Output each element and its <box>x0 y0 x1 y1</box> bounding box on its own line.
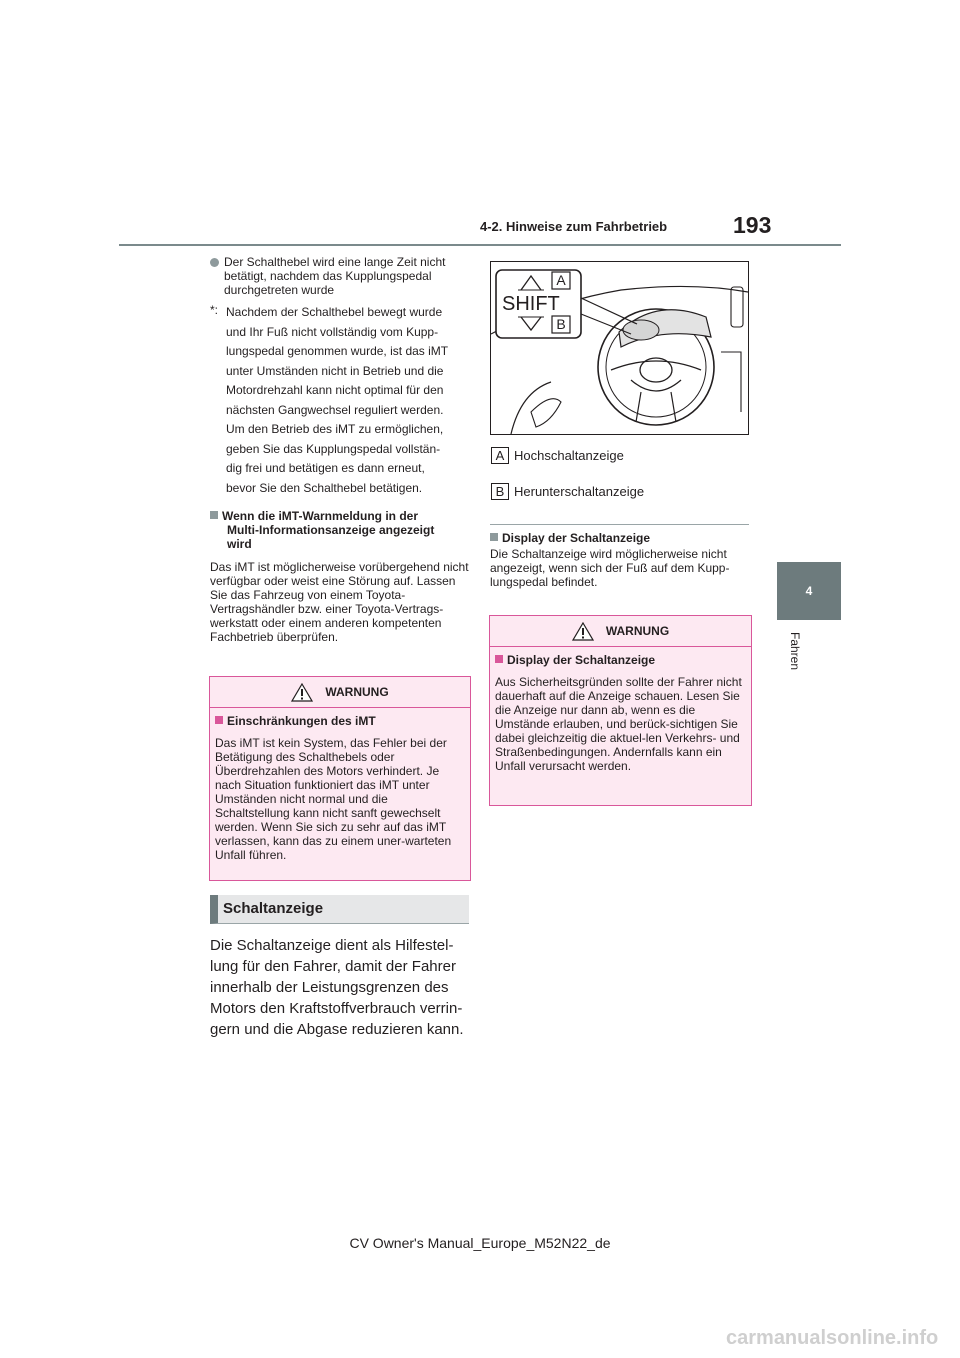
warning-header <box>210 677 470 708</box>
label-downshift-text: Herunterschaltanzeige <box>514 484 645 499</box>
square-bullet-icon <box>210 511 218 519</box>
heading-line: wird <box>227 537 252 551</box>
warning-title: WARNUNG <box>605 624 670 638</box>
warning-text: Aus Sicherheitsgründen sollte der Fahrer nicht dauerhaft auf die Anzeige schauen. Lesen Sie die Anzeige nur dann ab, wenn es die Umstände erlauben, und berück-sichtigen Sie dabei gleichzeitig die aktuel-len Verkehrs- und Straßenbedingungen. Andernfalls kann ein Unfall verursacht werden. <box>495 675 742 773</box>
heading-line: Wenn die iMT-Warnmeldung in der <box>222 509 419 523</box>
warning-triangle-icon <box>291 683 313 702</box>
square-bullet-icon <box>490 533 498 541</box>
warning-subtitle-text: Einschränkungen des iMT <box>227 714 376 728</box>
imt-warning-heading <box>210 509 472 551</box>
footnote-line: und Ihr Fuß nicht vollständig vom Kupp- <box>226 324 439 339</box>
bullet-text: Der Schalthebel wird eine lange Zeit nicht betätigt, nachdem das Kupplungspedal durchgetreten wurde <box>224 255 446 297</box>
dashboard-illustration <box>490 261 749 435</box>
footnote-line: Nachdem der Schalthebel bewegt wurde <box>226 305 443 319</box>
chapter-label <box>788 632 804 678</box>
square-bullet-icon <box>215 716 223 724</box>
page-number: 193 <box>733 212 772 238</box>
chapter-label-text: Fahren <box>788 632 802 671</box>
warning-header <box>490 616 751 647</box>
warning-box-display <box>489 615 752 806</box>
warning-triangle-icon <box>572 622 594 641</box>
footnote-line: dig frei und betätigen es dann erneut, <box>226 461 425 475</box>
divider <box>490 524 749 525</box>
section-title: 4-2. Hinweise zum Fahrbetrieb <box>480 219 668 234</box>
section-heading: Schaltanzeige <box>210 895 469 924</box>
footnote-line: unter Umständen nicht in Betrieb und die <box>226 363 444 378</box>
warning-title: WARNUNG <box>325 685 389 699</box>
shift-text: SHIFT <box>502 293 560 315</box>
footnote-line: Motordrehzahl kann nicht optimal für den <box>226 383 444 397</box>
watermark: carmanualsonline.info <box>726 1327 939 1349</box>
section-paragraph: Die Schaltanzeige dient als Hilfestel-lung für den Fahrer, damit der Fahrer innerhalb der Leistungsgrenzen des Motors den Kraftstoffverbrauch verrin-gern und die Abgase reduzieren kann. <box>210 937 464 1038</box>
warning-subtitle-text: Display der Schaltanzeige <box>507 653 656 667</box>
footnote-line: geben Sie das Kupplungspedal vollstän- <box>226 441 441 456</box>
illus-letter-a: A <box>556 272 566 288</box>
square-bullet-icon <box>495 655 503 663</box>
label-upshift-text: Hochschaltanzeige <box>514 448 624 463</box>
chapter-tab <box>777 562 841 620</box>
display-paragraph: Die Schaltanzeige wird möglicherweise nicht angezeigt, wenn sich der Fuß auf dem Kupp-lungspedal befindet. <box>490 547 730 589</box>
warning-subtitle <box>495 653 746 667</box>
footnote-line: nächsten Gangwechsel reguliert werden. <box>226 402 444 417</box>
footnote-mark: *: <box>210 303 219 317</box>
footnote <box>226 303 476 498</box>
bullet-icon <box>210 258 219 267</box>
illus-letter-b: B <box>556 316 566 332</box>
label-letter-b: B <box>491 483 509 500</box>
footnote-line: Um den Betrieb des iMT zu ermöglichen, <box>226 422 444 436</box>
warning-text: Das iMT ist kein System, das Fehler bei der Betätigung des Schalthebels oder Überdrehzahlen des Motors verhindert. Je nach Situation funktioniert das iMT unter Umständen nicht normal und die Schaltstellung kann nicht sanft gewechselt werden. Wenn Sie sich zu sehr auf das iMT verlassen, kann das zu einem uner-warteten Unfall führen. <box>215 736 452 862</box>
footnote-line: lungspedal genommen wurde, ist das iMT <box>226 344 449 358</box>
warning-box-imt <box>209 676 471 881</box>
header-rule <box>119 244 841 246</box>
footnote-line: bevor Sie den Schalthebel betätigen. <box>226 480 423 495</box>
label-letter-a: A <box>491 447 509 464</box>
imt-warning-paragraph: Das iMT ist möglicherweise vorübergehend nicht verfügbar oder weist eine Störung auf. Lassen Sie das Fahrzeug von einem Toyota-Vertragshändler bzw. einer Toyota-Vertrags-werkstatt oder einem anderen kompetenten Fachbetrieb überprüfen. <box>210 560 469 644</box>
display-heading <box>490 531 650 545</box>
label-downshift <box>491 483 644 500</box>
warning-subtitle <box>215 714 465 728</box>
footer-text: CV Owner's Manual_Europe_M52N22_de <box>349 1235 611 1251</box>
heading-line: Multi-Informationsanzeige angezeigt <box>227 523 435 537</box>
chapter-number: 4 <box>805 584 813 598</box>
display-heading-text: Display der Schaltanzeige <box>502 531 651 545</box>
label-upshift <box>491 447 624 464</box>
dashboard-drawing <box>491 262 748 434</box>
